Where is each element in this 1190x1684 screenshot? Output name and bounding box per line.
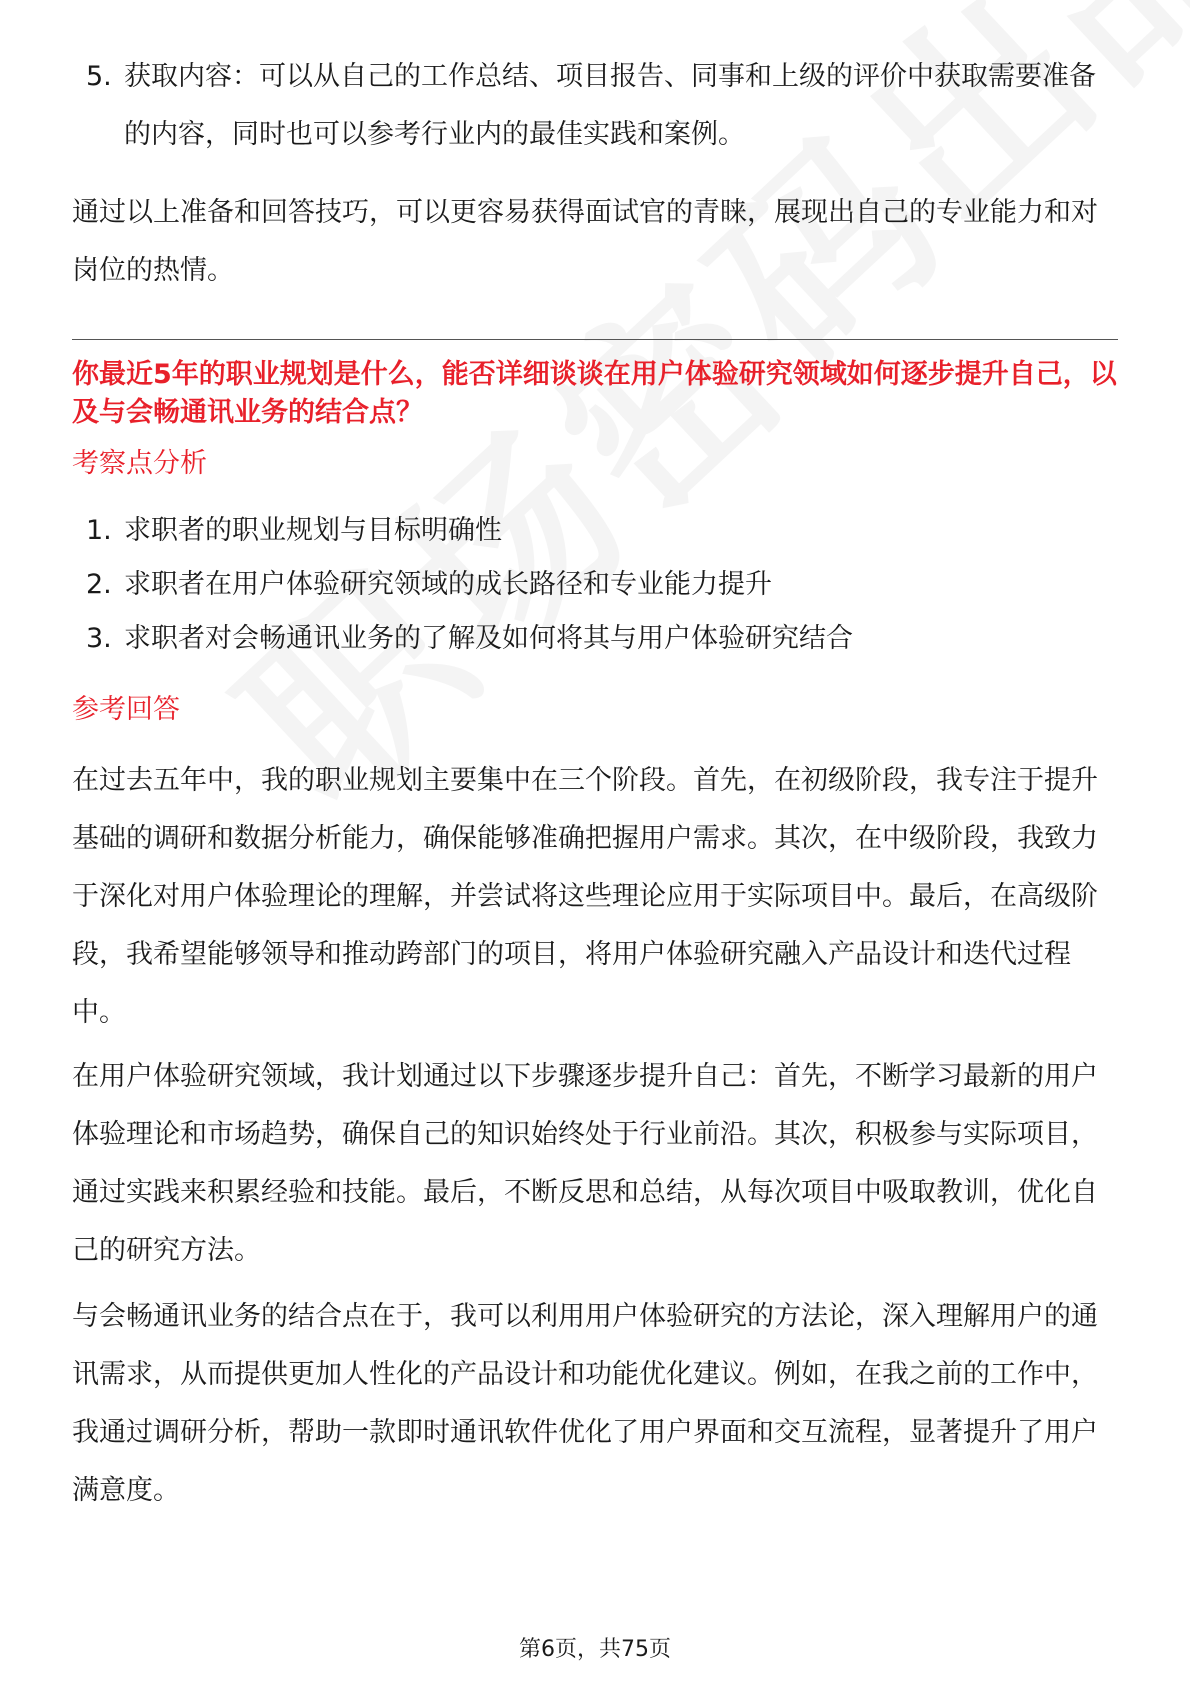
analysis-item-1 [72,502,1118,560]
analysis-heading: 考察点分析 [72,448,207,479]
list-number: 2. [86,569,112,600]
page-number-footer: 第6页，共75页 [519,1637,671,1662]
analysis-item-2 [72,556,1118,614]
summary-paragraph: 通过以上准备和回答技巧，可以更容易获得面试官的青睐，展现出自己的专业能力和对岗位的热情。 [72,197,1098,286]
list-item-5 [72,48,1118,164]
section-divider [72,339,1118,340]
analysis-item-3 [72,610,1118,668]
list-item-text: 求职者的职业规划与目标明确性 [124,515,502,546]
answer-paragraph: 在过去五年中，我的职业规划主要集中在三个阶段。首先，在初级阶段，我专注于提升基础的调研和数据分析能力，确保能够准确把握用户需求。其次，在中级阶段，我致力于深化对用户体验理论的理解，并尝试将这些理论应用于实际项目中。最后，在高级阶段，我希望能够领导和推动跨部门的项目，将用户体验研究融入产品设计和迭代过程中。 [72,765,1098,1028]
list-number: 1. [86,515,112,546]
answer-heading: 参考回答 [72,694,180,725]
list-item-text: 获取内容：可以从自己的工作总结、项目报告、同事和上级的评价中获取需要准备的内容，同时也可以参考行业内的最佳实践和案例。 [124,61,1096,150]
list-item-text: 求职者在用户体验研究领域的成长路径和专业能力提升 [124,569,772,600]
list-number: 5. [86,61,112,92]
answer-paragraph: 与会畅通讯业务的结合点在于，我可以利用用户体验研究的方法论，深入理解用户的通讯需求，从而提供更加人性化的产品设计和功能优化建议。例如，在我之前的工作中，我通过调研分析，帮助一款即时通讯软件优化了用户界面和交互流程，显著提升了用户满意度。 [72,1301,1098,1506]
list-item-text: 求职者对会畅通讯业务的了解及如何将其与用户体验研究结合 [124,623,853,654]
list-number: 3. [86,623,112,654]
question-title: 你最近5年的职业规划是什么，能否详细谈谈在用户体验研究领域如何逐步提升自己，以及与会畅通讯业务的结合点？ [72,359,1117,428]
answer-paragraph: 在用户体验研究领域，我计划通过以下步骤逐步提升自己：首先，不断学习最新的用户体验理论和市场趋势，确保自己的知识始终处于行业前沿。其次，积极参与实际项目，通过实践来积累经验和技能。最后，不断反思和总结，从每次项目中吸取教训，优化自己的研究方法。 [72,1061,1098,1266]
